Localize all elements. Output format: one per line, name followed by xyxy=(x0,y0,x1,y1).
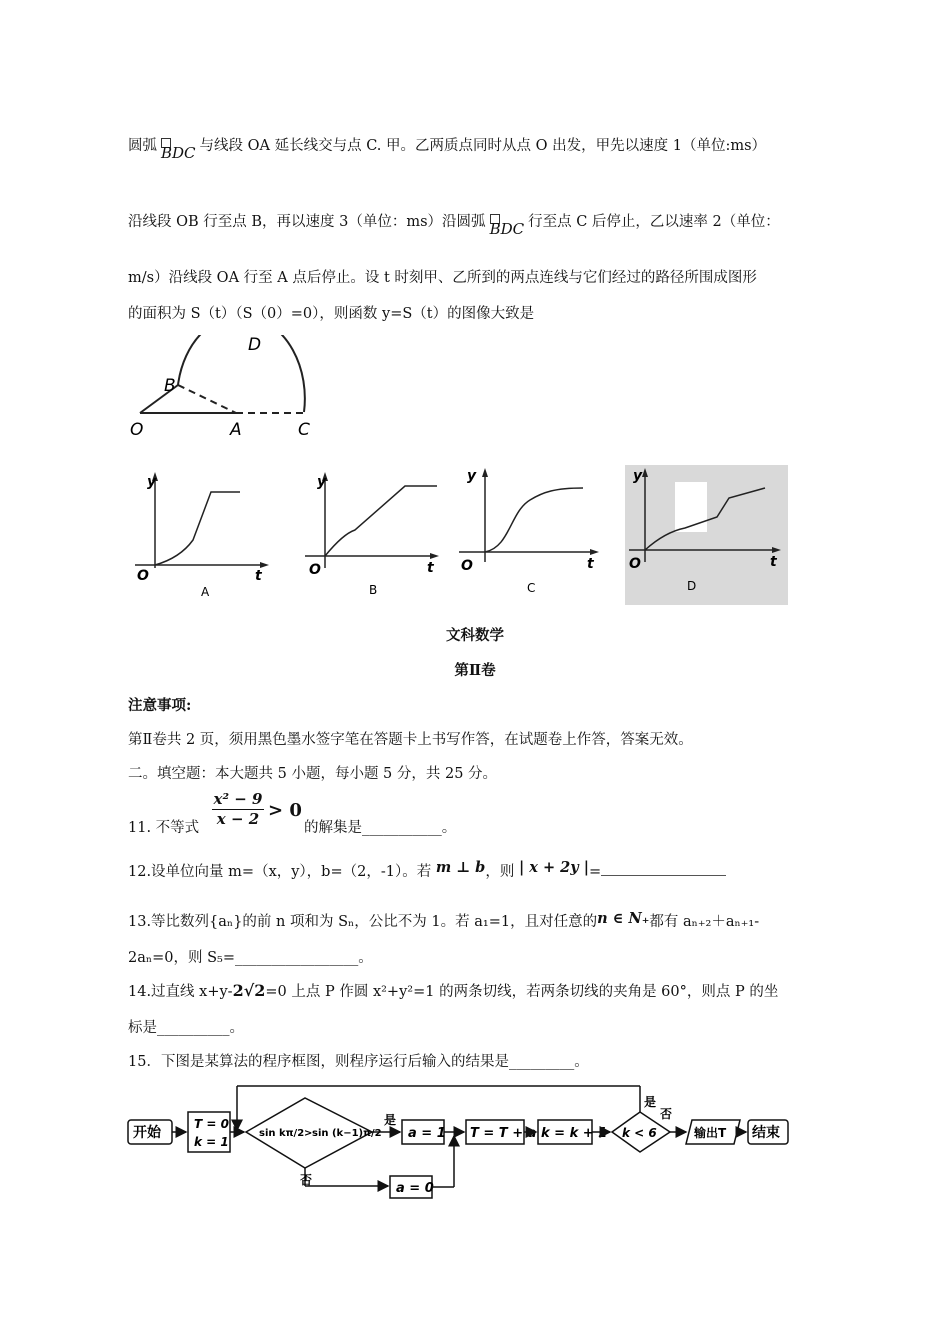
graph-c xyxy=(455,462,605,602)
graph-c-origin: O xyxy=(461,558,473,574)
q13-set: n ∈ N₊ xyxy=(597,910,650,927)
question-15: 15．下图是某算法的程序框图，则程序运行后输入的结果是_________。 xyxy=(128,1054,589,1070)
point-o: O xyxy=(130,420,144,440)
question-13 xyxy=(128,910,759,931)
q14-prefix: 14.过直线 x+y- xyxy=(128,984,233,1000)
q11-relation: > 0 xyxy=(268,800,302,821)
flowchart xyxy=(120,1080,800,1200)
p10-line2 xyxy=(128,206,780,238)
q11-suffix: 的解集是___________。 xyxy=(304,820,457,836)
q13-line2: 2aₙ=0，则 S₅=_________________。 xyxy=(128,950,373,966)
graph-d-x-label: t xyxy=(770,554,777,570)
arc-bdc-2 xyxy=(490,214,525,238)
q12-prefix: 12.设单位向量 m=（x，y），b=（2，-1）。若 xyxy=(128,864,432,880)
point-d: D xyxy=(248,335,262,355)
flow-yes-label: 是 xyxy=(384,1113,397,1127)
geometry-figure xyxy=(120,335,330,440)
flow-cond-gt: > xyxy=(304,1128,313,1139)
subject-title: 文科数学 xyxy=(446,627,504,644)
graph-a-origin: O xyxy=(137,568,149,584)
p10-line1-start: 圆弧 xyxy=(128,138,157,154)
q12-equals: = xyxy=(589,864,602,880)
flow-a1-label: a = 1 xyxy=(408,1126,446,1141)
point-a: A xyxy=(230,420,242,440)
graph-a xyxy=(125,468,275,603)
flow-output-label: 输出T xyxy=(694,1126,727,1140)
point-b: B xyxy=(164,376,176,396)
question-11 xyxy=(128,816,199,837)
flow-loop-yes-label: 是 xyxy=(644,1095,657,1109)
arc-bdc-1 xyxy=(161,138,196,162)
p10-line2-end: 行至点 C 后停止，乙以速率 2（单位： xyxy=(528,214,780,230)
q11-denominator: x − 2 xyxy=(216,810,260,828)
p10-line3: m/s）沿线段 OA 行至 A 点后停止。设 t 时刻甲、乙所到的两点连线与它们经过的路径所围成图形 xyxy=(128,270,757,286)
notice-title: 注意事项: xyxy=(128,697,192,714)
graph-b-curve xyxy=(325,486,437,556)
flow-end-label: 结束 xyxy=(752,1125,780,1141)
q14-line2: 标是__________。 xyxy=(128,1020,244,1036)
q11-numerator: x² − 9 xyxy=(213,790,263,808)
q13-suffix: 都有 aₙ₊₂＋aₙ₊₁- xyxy=(649,914,760,930)
q12-condition: m ⊥ b xyxy=(435,859,486,876)
arc-bdc xyxy=(178,335,305,412)
question-14 xyxy=(128,980,778,1001)
graph-b-y-label: y xyxy=(317,474,327,490)
graph-a-x-label: t xyxy=(255,568,262,584)
graph-d-scan-blot xyxy=(675,482,707,532)
graph-a-curve xyxy=(155,492,240,565)
part-title: 二。填空题：本大题共 5 小题，每小题 5 分，共 25 分。 xyxy=(128,766,498,782)
flow-start-label: 开始 xyxy=(133,1125,161,1141)
graph-c-letter: C xyxy=(527,581,536,595)
segment-ba-dashed xyxy=(178,385,236,413)
q14-root: 2√2 xyxy=(232,981,266,1000)
q12-mid: ，则 xyxy=(485,864,515,880)
graph-d-y-label: y xyxy=(633,468,643,484)
graph-a-letter: A xyxy=(201,585,210,599)
graph-d-letter: D xyxy=(687,579,697,593)
graph-b-letter: B xyxy=(369,583,378,597)
graph-c-curve xyxy=(485,488,583,552)
arc-bdc-label-2: BDC xyxy=(489,220,525,238)
flow-update-k-label: k = k + 1 xyxy=(541,1126,608,1141)
q14-suffix: =0 上点 P 作圆 x²+y²=1 的两条切线，若两条切线的夹角是 60°，则点 P 的坐 xyxy=(265,984,779,1000)
flow-cond-right: sin (k−1)π/2 xyxy=(312,1128,382,1139)
graph-d xyxy=(625,462,785,602)
graph-a-y-label: y xyxy=(147,474,157,490)
flow-a0-label: a = 0 xyxy=(396,1181,434,1196)
arc-bdc-label-1: BDC xyxy=(161,144,196,162)
flow-init-t: T = 0 xyxy=(194,1117,229,1131)
flow-update-t-label: T = T + a xyxy=(470,1126,537,1141)
q13-prefix: 13.等比数列{aₙ}的前 n 项和为 Sₙ，公比不为 1。若 a₁=1，且对任意的 xyxy=(128,914,598,930)
p10-line1-end: 与线段 OA 延长线交与点 C. 甲。乙两质点同时从点 O 出发，甲先以速度 1（单位:ms） xyxy=(199,138,767,154)
flow-loop-cond: k < 6 xyxy=(622,1126,657,1140)
q11-prefix: 11. 不等式 xyxy=(128,820,200,836)
q11-fraction xyxy=(212,790,264,828)
flow-cond-left: sin kπ/2 xyxy=(259,1128,305,1139)
q12-expression: | x + 2y | xyxy=(518,859,589,876)
flow-no-label: 否 xyxy=(300,1173,313,1187)
flow-init-k: k = 1 xyxy=(194,1135,229,1149)
p10-line2-start: 沿线段 OB 行至点 B，再以速度 3（单位：ms）沿圆弧 xyxy=(128,214,486,230)
graph-c-x-label: t xyxy=(587,556,594,572)
q12-answer-blank xyxy=(601,875,726,876)
graph-b-origin: O xyxy=(309,562,321,578)
point-c: C xyxy=(298,420,310,440)
notice-text: 第Ⅱ卷共 2 页，须用黑色墨水签字笔在答题卡上书写作答，在试题卷上作答，答案无效。 xyxy=(128,732,693,748)
graph-b-x-label: t xyxy=(427,560,434,576)
p10-line1 xyxy=(128,130,767,162)
question-12 xyxy=(128,860,726,881)
graph-c-y-label: y xyxy=(467,468,477,484)
volume-title: 第Ⅱ卷 xyxy=(454,662,496,679)
p10-line4: 的面积为 S（t）（S（0）=0），则函数 y=S（t）的图像大致是 xyxy=(128,306,535,322)
graph-d-origin: O xyxy=(629,556,641,572)
flow-loop-no-label: 否 xyxy=(660,1107,673,1121)
graph-b xyxy=(295,468,445,603)
